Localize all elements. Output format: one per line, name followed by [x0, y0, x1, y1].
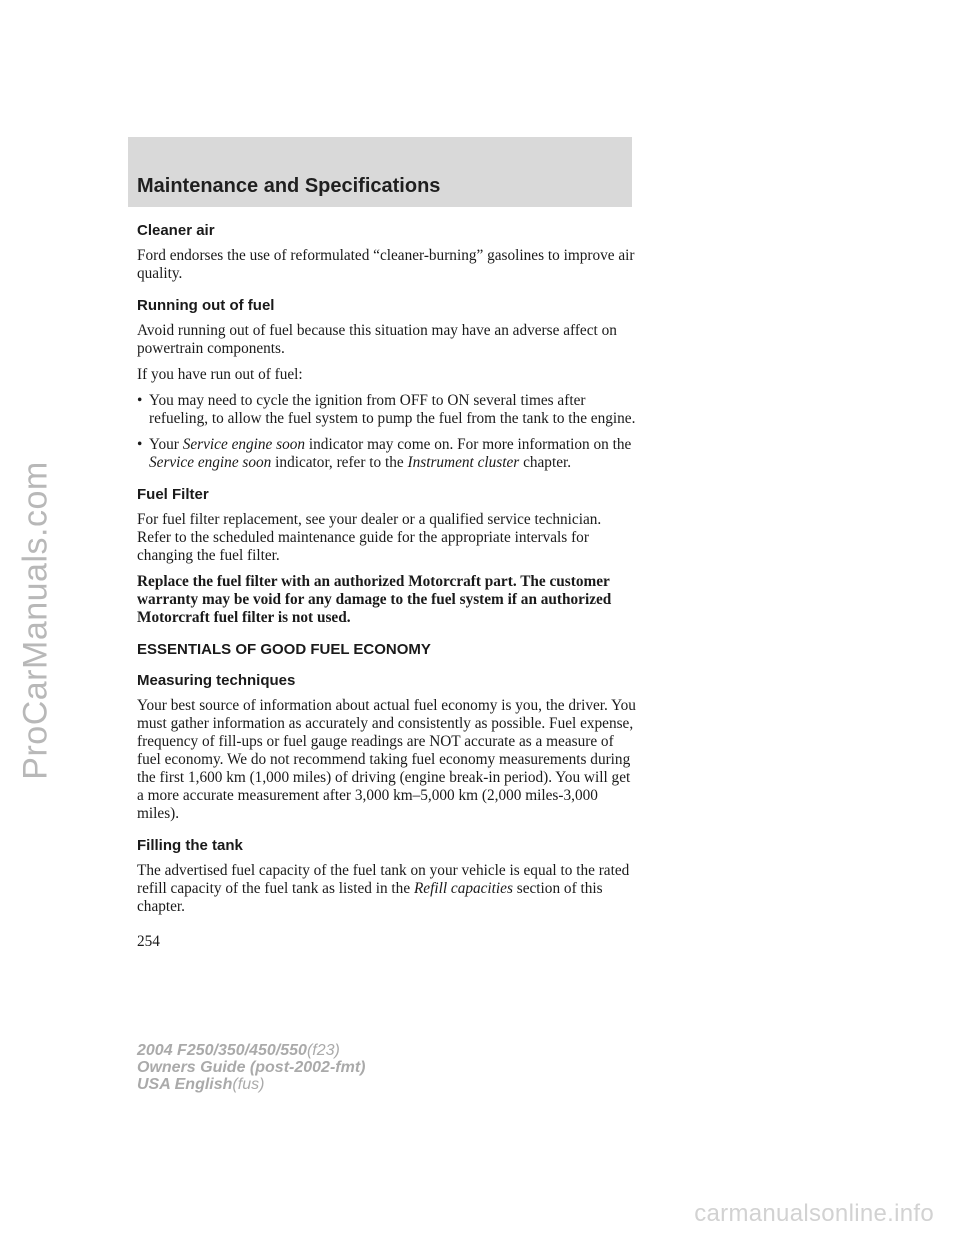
heading-filling-the-tank: Filling the tank: [137, 837, 243, 854]
section-header-title: Maintenance and Specifications: [137, 175, 441, 197]
reference-service-engine-soon: Service engine soon: [149, 454, 272, 471]
heading-fuel-filter: Fuel Filter: [137, 486, 209, 503]
heading-running-out-of-fuel: Running out of fuel: [137, 297, 275, 314]
paragraph-filling: The advertised fuel capacity of the fuel tank on your vehicle is equal to the rated refill capacity of the fuel tank as listed in the Refill capacities section of this chapter.: [137, 862, 630, 915]
bullet-icon: •: [137, 392, 143, 409]
paragraph-fuel-filter: For fuel filter replacement, see your dealer or a qualified service technician. Refer to the scheduled maintenance guide for the appropriate intervals for changing the fuel filter.: [137, 511, 602, 564]
bullet-text-ignition: You may need to cycle the ignition from OFF to ON several times after refueling, to allow the fuel system to pump the fuel from the tank to the engine.: [149, 392, 636, 427]
paragraph-run-out-intro: If you have run out of fuel:: [137, 366, 303, 383]
bullet-icon: •: [137, 436, 143, 453]
reference-refill-capacities: Refill capacities: [413, 880, 513, 897]
page-content: [137, 222, 637, 924]
reference-instrument-cluster: Instrument cluster: [407, 454, 520, 471]
heading-cleaner-air: Cleaner air: [137, 222, 215, 239]
heading-essentials-fuel-economy: ESSENTIALS OF GOOD FUEL ECONOMY: [137, 641, 431, 658]
reference-service-engine-soon: Service engine soon: [182, 436, 306, 453]
footer-document-info: [137, 1042, 365, 1093]
side-watermark: [6, 370, 66, 870]
paragraph-fuel-filter-warning: Replace the fuel filter with an authorized Motorcraft part. The customer warranty may be void for any damage to the fuel system if an authorized Motorcraft fuel filter is not used.: [137, 573, 612, 626]
list-item: [137, 392, 637, 428]
footer-guide-line: Owners Guide (post-2002-fmt): [137, 1059, 366, 1076]
side-watermark-text: ProCarManuals.com: [16, 460, 55, 780]
footer-model-line: 2004 F250/350/450/550(f23): [137, 1042, 340, 1059]
paragraph-running-out: Avoid running out of fuel because this situation may have an adverse affect on powertrain components.: [137, 322, 617, 357]
bullet-text-service-engine: Your Service engine soon indicator may come on. For more information on the Service engine soon indicator, refer to the Instrument cluster chapter.: [149, 436, 632, 471]
bottom-watermark: carmanualsonline.info: [694, 1200, 934, 1227]
page-number: 254: [137, 933, 160, 950]
paragraph-measuring: Your best source of information about actual fuel economy is you, the driver. You must gather information as accurately and consistently as possible. Fuel expense, frequency of fill-ups or fuel gauge readings are NOT accurate as a measure of fuel economy. We do not recommend taking fuel economy measurements during the first 1,600 km (1,000 miles) of driving (engine break-in period). You will get a more accurate measurement after 3,000 km–5,000 km (2,000 miles-3,000 miles).: [137, 697, 636, 822]
paragraph-cleaner-air: Ford endorses the use of reformulated “cleaner-burning” gasolines to improve air quality.: [137, 247, 635, 282]
heading-measuring-techniques: Measuring techniques: [137, 672, 296, 689]
list-item: [137, 436, 637, 472]
footer-language-line: USA English(fus): [137, 1076, 265, 1093]
